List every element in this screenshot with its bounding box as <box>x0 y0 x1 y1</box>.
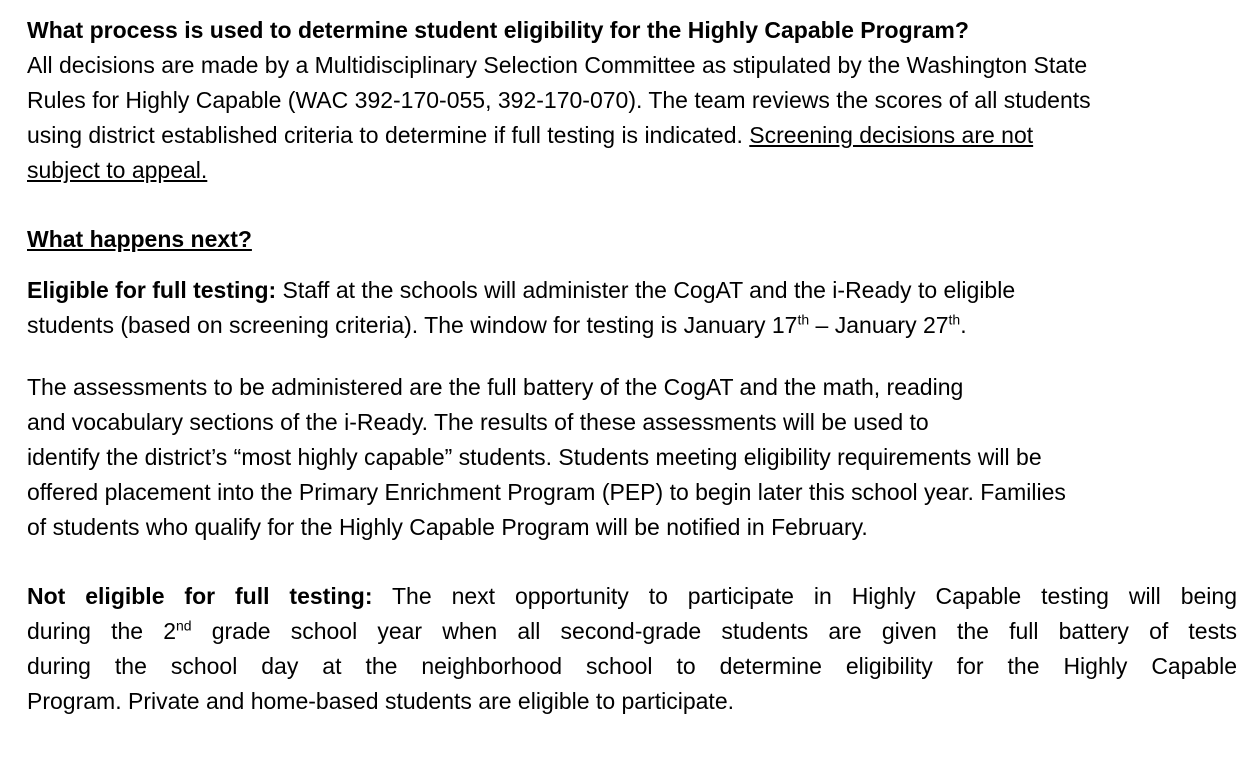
screening-note-underlined-part-2: subject to appeal. <box>27 157 208 183</box>
assessments-line-5: of students who qualify for the Highly Capable Program will be notified in February. <box>27 514 868 540</box>
question-1-line-3 <box>27 118 1237 153</box>
question-1-line-3-text: using district established criteria to determine if full testing is indicated. <box>27 122 750 148</box>
question-1-line-2: Rules for Highly Capable (WAC 392-170-055, 392-170-070). The team reviews the scores of all students <box>27 87 1091 113</box>
not-eligible-lead: Not eligible for full testing: <box>27 583 373 609</box>
eligible-line-2-text-1: students (based on screening criteria). The window for testing is January 17 <box>27 312 798 338</box>
question-1-line-1: All decisions are made by a Multidisciplinary Selection Committee as stipulated by the Washington State <box>27 52 1088 78</box>
assessments-paragraph <box>27 370 1237 545</box>
assessments-line-3: identify the district’s “most highly capable” students. Students meeting eligibility requirements will be <box>27 444 1042 470</box>
assessments-line-2: and vocabulary sections of the i-Ready. The results of these assessments will be used to <box>27 409 929 435</box>
question-2-heading: What happens next? <box>27 226 252 252</box>
assessments-line-4: offered placement into the Primary Enrichment Program (PEP) to begin later this school year. Families <box>27 479 1066 505</box>
assessments-line-1: The assessments to be administered are the full battery of the CogAT and the math, reading <box>27 374 964 400</box>
not-eligible-line-2-text-2: grade school year when all second-grade students are given the full battery of tests <box>191 618 1237 644</box>
superscript-th-1: th <box>797 311 810 328</box>
eligible-line-1-text: Staff at the schools will administer the CogAT and the i-Ready to eligible <box>276 277 1016 303</box>
eligible-line-1 <box>27 273 1237 308</box>
screening-note-underlined-part-1: Screening decisions are not <box>749 122 1034 148</box>
eligible-line-2-text-3: . <box>960 312 967 338</box>
eligible-paragraph <box>27 273 1237 343</box>
not-eligible-paragraph <box>27 579 1237 719</box>
superscript-th-2: th <box>948 311 961 328</box>
not-eligible-line-3: during the school day at the neighborhood school to determine eligibility for the Highly Capable <box>27 653 1237 679</box>
not-eligible-line-1 <box>27 579 1237 614</box>
superscript-nd: nd <box>176 617 192 634</box>
eligible-lead: Eligible for full testing: <box>27 277 277 303</box>
question-1-paragraph <box>27 48 1237 188</box>
eligible-line-2 <box>27 308 1237 343</box>
not-eligible-line-2-text-1: during the 2 <box>27 618 176 644</box>
question-1-heading: What process is used to determine student eligibility for the Highly Capable Program? <box>27 17 969 43</box>
eligible-line-2-text-2: – January 27 <box>809 312 949 338</box>
not-eligible-line-4: Program. Private and home-based students are eligible to participate. <box>27 688 735 714</box>
not-eligible-line-1-text: The next opportunity to participate in Highly Capable testing will being <box>372 583 1237 609</box>
question-1-line-4 <box>27 153 1237 188</box>
not-eligible-line-2 <box>27 614 1237 649</box>
